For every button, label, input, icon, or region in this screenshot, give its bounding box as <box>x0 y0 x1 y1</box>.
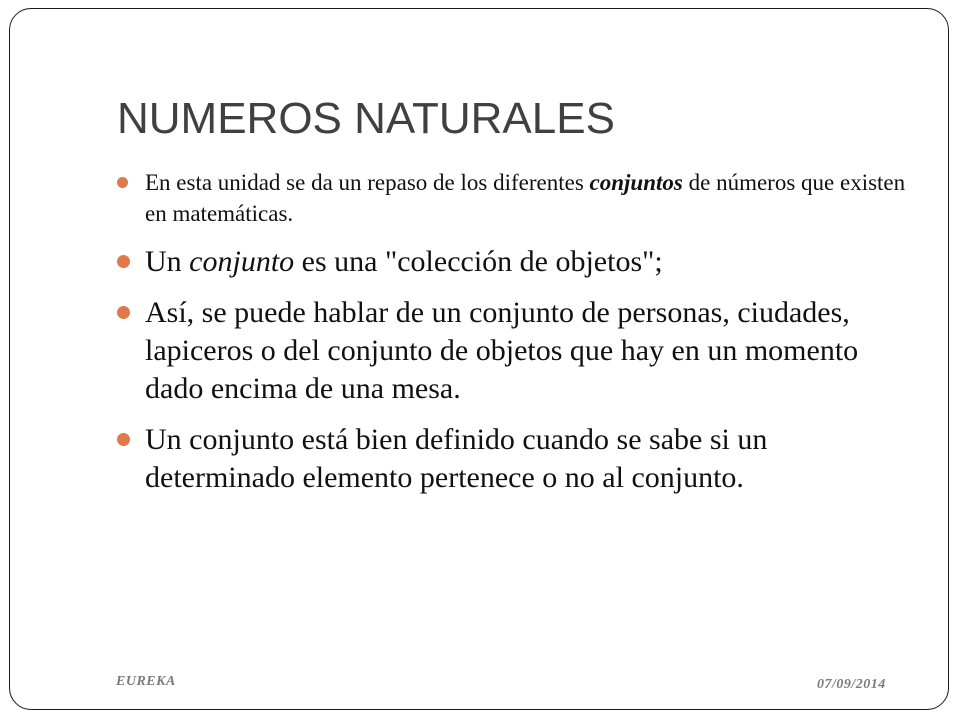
bullet-text-part: En esta unidad se da un repaso de los diferentes <box>145 170 590 195</box>
bullet-item <box>116 294 916 408</box>
bullet-text <box>145 423 767 494</box>
slide-title: NUMEROS NATURALES <box>117 94 615 143</box>
slide <box>9 8 949 710</box>
bullet-dot-icon <box>117 433 130 446</box>
bullet-item <box>116 243 916 281</box>
bullet-text-part: Un conjunto está bien definido cuando se sabe si un determinado elemento pertenece o no al conjunto. <box>145 423 768 494</box>
bullet-dot-icon <box>117 255 130 268</box>
bullet-text <box>145 245 663 278</box>
footer-date: 07/09/2014 <box>817 677 886 692</box>
bullet-text-part: de números que existen en matemáticas. <box>145 170 906 226</box>
bullet-dot-icon <box>117 177 128 188</box>
bullet-text-part: es una "colección de objetos"; <box>294 245 663 278</box>
bullet-text <box>145 296 858 405</box>
bullet-dot-icon <box>117 306 130 319</box>
bullet-item <box>116 421 916 497</box>
bullet-list <box>116 167 916 510</box>
bullet-item <box>116 167 916 229</box>
bullet-text-part: Así, se puede hablar de un conjunto de personas, ciudades, lapiceros o del conjunto de objetos que hay en un momento dado encima de una mesa. <box>145 296 859 405</box>
footer-label: EUREKA <box>116 674 176 689</box>
bullet-text-emphasis: conjuntos <box>589 170 683 195</box>
bullet-text-part: Un <box>145 245 190 278</box>
bullet-text-emphasis: conjunto <box>189 245 295 278</box>
bullet-text <box>145 170 905 226</box>
